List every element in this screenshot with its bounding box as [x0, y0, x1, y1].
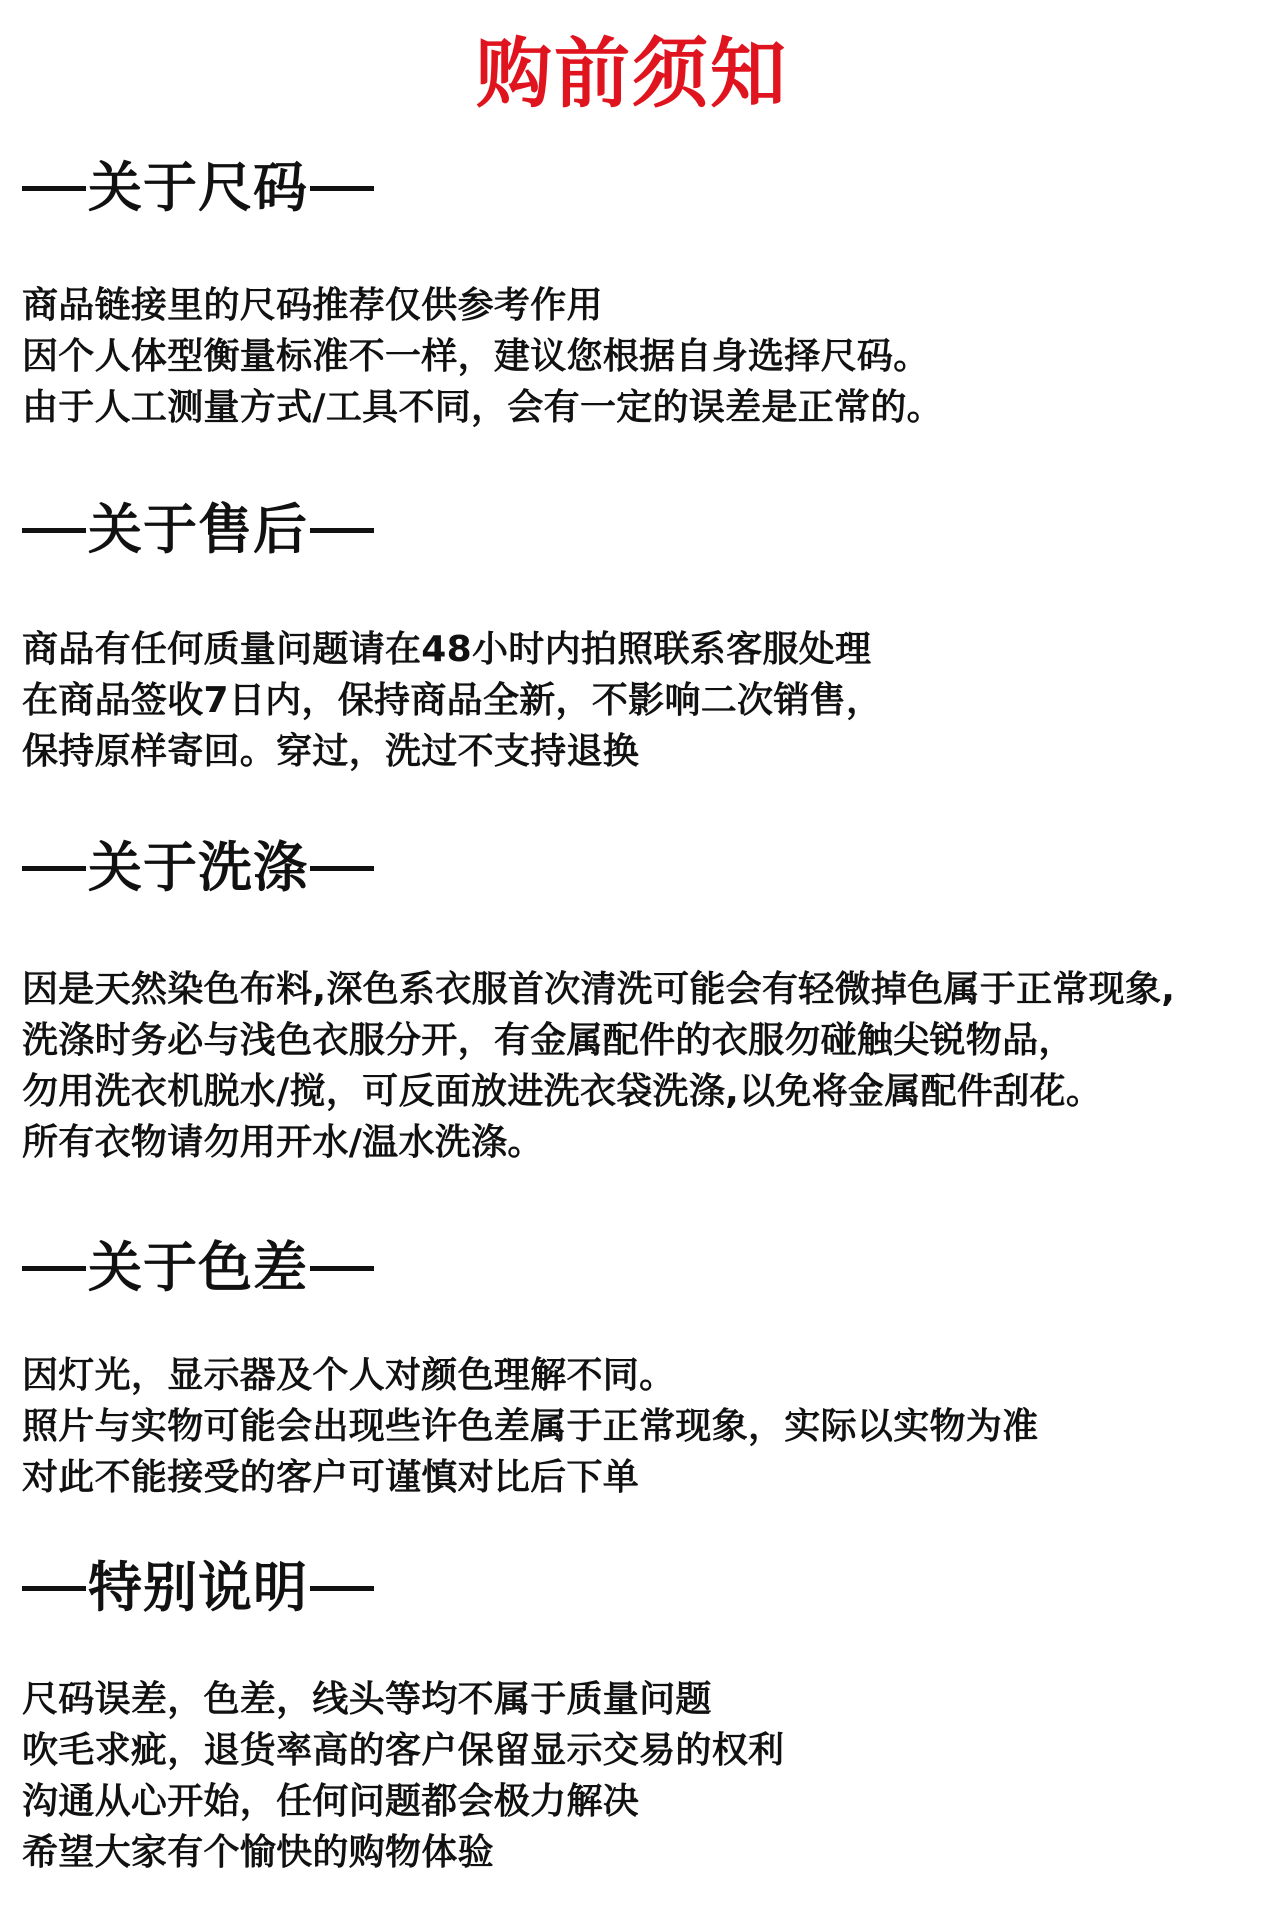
body-line: 商品链接里的尺码推荐仅供参考作用	[22, 285, 603, 326]
heading-dash-left	[22, 1266, 86, 1271]
section-heading	[22, 1228, 1252, 1308]
body-line: 所有衣物请勿用开水/温水洗涤。	[22, 1122, 544, 1163]
section-body	[22, 1350, 1252, 1503]
body-line: 商品有任何质量问题请在48小时内拍照联系客服处理	[22, 629, 872, 670]
section-heading-text: 特别说明	[88, 1556, 308, 1619]
section-heading-text: 关于售后	[88, 498, 308, 561]
section-body	[22, 280, 1252, 433]
body-line: 在商品签收7日内，保持商品全新，不影响二次销售，	[22, 680, 883, 721]
body-line: 尺码误差，色差，线头等均不属于质量问题	[22, 1679, 712, 1720]
section-size	[22, 148, 1252, 433]
section-heading-text: 关于尺码	[88, 156, 308, 219]
page-title: 购前须知	[476, 29, 788, 118]
body-line: 洗涤时务必与浅色衣服分开，有金属配件的衣服勿碰触尖锐物品，	[22, 1020, 1075, 1061]
heading-dash-left	[22, 186, 86, 191]
heading-dash-left	[22, 528, 86, 533]
heading-dash-right	[310, 528, 374, 533]
section-body	[22, 1674, 1252, 1878]
section-color-difference	[22, 1228, 1252, 1503]
section-washing	[22, 828, 1252, 1168]
heading-dash-right	[310, 1586, 374, 1591]
heading-dash-right	[310, 866, 374, 871]
section-heading	[22, 490, 1252, 570]
body-line: 由于人工测量方式/工具不同，会有一定的误差是正常的。	[22, 387, 943, 428]
heading-dash-right	[310, 186, 374, 191]
body-line: 沟通从心开始，任何问题都会极力解决	[22, 1781, 640, 1822]
section-heading-text: 关于色差	[88, 1236, 308, 1299]
heading-dash-left	[22, 1586, 86, 1591]
heading-dash-right	[310, 1266, 374, 1271]
section-special-notes	[22, 1548, 1252, 1878]
section-heading	[22, 828, 1252, 908]
body-line: 对此不能接受的客户可谨慎对比后下单	[22, 1457, 640, 1498]
section-after-sales	[22, 490, 1252, 777]
body-line: 希望大家有个愉快的购物体验	[22, 1832, 494, 1873]
body-line: 照片与实物可能会出现些许色差属于正常现象，实际以实物为准	[22, 1406, 1039, 1447]
body-line: 保持原样寄回。穿过，洗过不支持退换	[22, 731, 640, 772]
heading-dash-left	[22, 866, 86, 871]
section-body	[22, 964, 1252, 1168]
section-heading-text: 关于洗涤	[88, 836, 308, 899]
body-line: 吹毛求疵，退货率高的客户保留显示交易的权利	[22, 1730, 785, 1771]
section-heading	[22, 1548, 1252, 1628]
body-line: 勿用洗衣机脱水/搅，可反面放进洗衣袋洗涤,以免将金属配件刮花。	[22, 1071, 1103, 1112]
body-line: 因个人体型衡量标准不一样，建议您根据自身选择尺码。	[22, 336, 930, 377]
section-heading	[22, 148, 1252, 228]
section-body	[22, 624, 1252, 777]
body-line: 因灯光，显示器及个人对颜色理解不同。	[22, 1355, 676, 1396]
body-line: 因是天然染色布料,深色系衣服首次清洗可能会有轻微掉色属于正常现象,	[22, 969, 1176, 1010]
